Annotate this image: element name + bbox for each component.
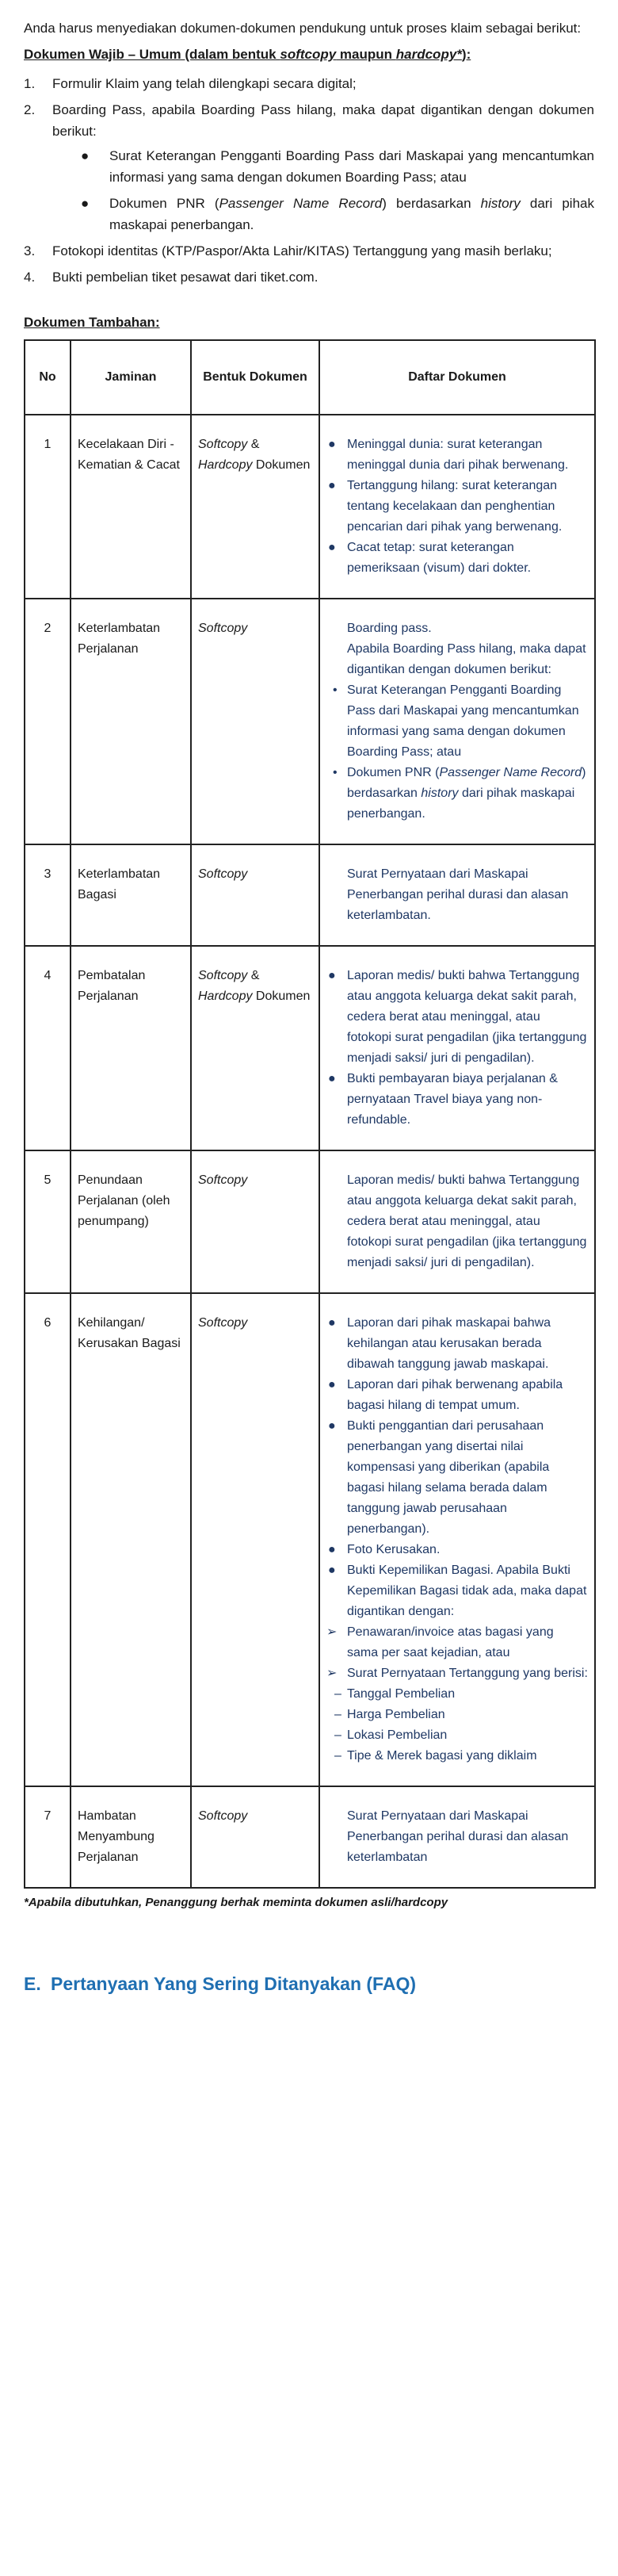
text-part: Dokumen PNR ( <box>109 196 219 211</box>
bullet-icon: ● <box>328 1378 336 1391</box>
item-text: Formulir Klaim yang telah dilengkapi secara digital; <box>52 76 357 91</box>
cell-no: 1 <box>25 415 71 599</box>
format-part: & <box>247 438 260 451</box>
cell-format <box>191 599 319 844</box>
dash-item <box>326 1684 588 1705</box>
item-number: 1. <box>24 76 36 91</box>
table-header-row <box>25 340 595 415</box>
table-row <box>25 1293 595 1786</box>
col-header-no: No <box>25 340 71 415</box>
cell-format <box>191 415 319 599</box>
faq-letter: E. <box>24 1973 41 1994</box>
header-part: maupun <box>336 47 396 62</box>
text-part-italic: Passenger Name Record <box>219 196 383 211</box>
doc-text: Tipe & Merek bagasi yang diklaim <box>347 1749 537 1763</box>
dash-item <box>326 1725 588 1746</box>
item-number: 2. <box>24 102 36 117</box>
cell-docs <box>319 599 595 844</box>
list-item <box>326 1560 588 1622</box>
bullet-icon: ● <box>328 438 336 451</box>
cell-no: 4 <box>25 946 71 1150</box>
table-row <box>25 599 595 844</box>
dash-bullet-icon: – <box>334 1708 341 1721</box>
bullet-icon: ● <box>328 1564 336 1577</box>
arrow-bullet-icon: ➢ <box>326 1625 338 1639</box>
doc-text: Tertanggung hilang: surat keterangan tentang kecelakaan dan penghentian pencarian dari pihak yang berwenang. <box>347 479 563 534</box>
dash-bullet-icon: – <box>334 1687 341 1701</box>
bullet-icon: • <box>333 683 338 697</box>
doc-text: Boarding pass. <box>347 622 432 635</box>
table-row <box>25 1786 595 1888</box>
cell-coverage: Keterlambatan Perjalanan <box>71 599 191 844</box>
text-part-italic: Passenger Name Record <box>439 766 582 779</box>
docs-list <box>326 1313 588 1622</box>
cell-coverage: Pembatalan Perjalanan <box>71 946 191 1150</box>
item-number: 3. <box>24 243 36 258</box>
mandatory-docs-list <box>24 73 594 288</box>
header-part-italic: hardcopy* <box>395 47 462 62</box>
dash-bullet-icon: – <box>334 1728 341 1742</box>
bullet-icon: ● <box>328 479 336 492</box>
col-header-coverage: Jaminan <box>71 340 191 415</box>
dash-item <box>326 1705 588 1725</box>
format-part: & <box>247 969 260 982</box>
bullet-icon: ● <box>328 541 336 554</box>
table-row <box>25 844 595 946</box>
arrow-bullet-icon: ➢ <box>326 1667 338 1680</box>
header-colon: : <box>154 315 160 330</box>
format-part-italic: Softcopy <box>198 1809 248 1823</box>
doc-text: Laporan dari pihak maskapai bahwa kehilangan atau kerusakan berada dibawah tanggung jawab maskapai. <box>347 1316 551 1371</box>
footnote: *Apabila dibutuhkan, Penanggung berhak meminta dokumen asli/hardcopy <box>24 1896 448 1909</box>
arrow-item <box>326 1622 588 1663</box>
header-part: Dokumen Wajib – Umum (dalam bentuk <box>24 47 280 62</box>
col-header-format: Bentuk Dokumen <box>191 340 319 415</box>
doc-text: Tanggal Pembelian <box>347 1687 456 1701</box>
cell-format <box>191 1786 319 1888</box>
mandatory-docs-header <box>24 44 594 65</box>
bullet-icon: • <box>333 766 338 779</box>
doc-text: Laporan medis/ bukti bahwa Tertanggung atau anggota keluarga dekat sakit parah, cedera berat atau meninggal, atau fotokopi surat pengadilan (jika tertanggung menjadi saksi/ juri di pengadilan). <box>347 1173 587 1269</box>
sub-list-item <box>52 193 594 235</box>
bullet-icon: ● <box>328 969 336 982</box>
format-part-italic: Softcopy <box>198 1316 248 1330</box>
bullet-icon: ● <box>328 1072 336 1085</box>
doc-text: Meninggal dunia: surat keterangan meninggal dunia dari pihak berwenang. <box>347 438 569 472</box>
cell-no: 2 <box>25 599 71 844</box>
doc-text: Bukti penggantian dari perusahaan penerbangan yang disertai nilai kompensasi yang diberikan (apabila bagasi hilang selama berada dalam tanggung jawab perusahaan penerbangan). <box>347 1419 550 1536</box>
text-part: ) berdasarkan <box>382 196 481 211</box>
cell-docs <box>319 1786 595 1888</box>
docs-list <box>326 966 588 1131</box>
list-item <box>326 476 588 538</box>
doc-text: Foto Kerusakan. <box>347 1543 441 1556</box>
bullet-icon: ● <box>81 196 90 211</box>
item-number: 4. <box>24 270 36 285</box>
cell-coverage: Kecelakaan Diri - Kematian & Cacat <box>71 415 191 599</box>
cell-docs <box>319 946 595 1150</box>
doc-text: Bukti Kepemilikan Bagasi. Apabila Bukti Kepemilikan Bagasi tidak ada, maka dapat digantikan dengan: <box>347 1564 587 1618</box>
list-item <box>326 1416 588 1540</box>
cell-docs <box>319 844 595 946</box>
doc-text: Bukti pembayaran biaya perjalanan & pernyataan Travel biaya yang non-refundable. <box>347 1072 558 1127</box>
header-part-italic: softcopy <box>280 47 337 62</box>
list-item <box>326 1313 588 1375</box>
format-part: Dokumen <box>252 989 311 1003</box>
list-item <box>24 266 594 288</box>
table-row <box>25 946 595 1150</box>
doc-text: Harga Pembelian <box>347 1708 445 1721</box>
col-header-docs: Daftar Dokumen <box>319 340 595 415</box>
item-text: Boarding Pass, apabila Boarding Pass hilang, maka dapat digantikan dengan dokumen berikut: <box>52 102 594 139</box>
doc-text: Apabila Boarding Pass hilang, maka dapat digantikan dengan dokumen berikut: <box>347 642 586 676</box>
text-part-italic: history <box>421 787 459 800</box>
text-part: dari pihak maskapai penerbangan. <box>109 196 594 232</box>
header-part: ): <box>461 47 471 62</box>
doc-text: Cacat tetap: surat keterangan pemeriksaan (visum) dari dokter. <box>347 541 532 575</box>
format-part-italic: Softcopy <box>198 438 248 451</box>
intro-text: Anda harus menyediakan dokumen-dokumen pendukung untuk proses klaim sebagai berikut: <box>24 21 582 36</box>
doc-text: Surat Pernyataan dari Maskapai Penerbangan perihal durasi dan alasan keterlambatan <box>347 1809 569 1864</box>
bullet-icon: ● <box>328 1316 336 1330</box>
list-item <box>326 1375 588 1416</box>
docs-list <box>326 434 588 579</box>
sub-item-text: Surat Keterangan Pengganti Boarding Pass dari Maskapai yang mencantumkan informasi yang sama dengan dokumen Boarding Pass; atau <box>109 148 594 185</box>
cell-docs <box>319 1150 595 1293</box>
cell-docs <box>319 1293 595 1786</box>
doc-text: Surat Pernyataan dari Maskapai Penerbangan perihal durasi dan alasan keterlambatan. <box>347 867 569 922</box>
sub-list-item <box>52 145 594 188</box>
arrow-item <box>326 1663 588 1684</box>
table-row <box>25 415 595 599</box>
doc-text: Surat Pernyataan Tertanggung yang berisi: <box>347 1667 588 1680</box>
docs-list <box>326 680 588 825</box>
list-item <box>326 763 588 825</box>
faq-heading <box>24 1972 594 1996</box>
format-part-italic: Softcopy <box>198 622 248 635</box>
item-text: Fotokopi identitas (KTP/Paspor/Akta Lahir/KITAS) Tertanggung yang masih berlaku; <box>52 243 552 258</box>
dash-bullet-icon: – <box>334 1749 341 1763</box>
cell-coverage: Penundaan Perjalanan (oleh penumpang) <box>71 1150 191 1293</box>
bullet-icon: ● <box>81 148 90 163</box>
format-part: Dokumen <box>252 458 311 472</box>
cell-docs <box>319 415 595 599</box>
list-item <box>326 1540 588 1560</box>
bullet-icon: ● <box>328 1419 336 1433</box>
additional-docs-header <box>24 312 594 333</box>
cell-no: 7 <box>25 1786 71 1888</box>
cell-no: 5 <box>25 1150 71 1293</box>
bullet-icon: ● <box>328 1543 336 1556</box>
header-text: Dokumen Tambahan <box>24 315 155 330</box>
doc-text: Surat Keterangan Pengganti Boarding Pass dari Maskapai yang mencantumkan informasi yang sama dengan dokumen Boarding Pass; atau <box>347 683 579 759</box>
dash-item <box>326 1746 588 1766</box>
faq-title: Pertanyaan Yang Sering Ditanyakan (FAQ) <box>51 1973 416 1994</box>
text-part-italic: history <box>480 196 521 211</box>
cell-format <box>191 1293 319 1786</box>
format-part-italic: Hardcopy <box>198 989 253 1003</box>
list-item <box>24 99 594 235</box>
format-part-italic: Softcopy <box>198 867 248 881</box>
cell-format <box>191 1150 319 1293</box>
list-item <box>24 240 594 262</box>
cell-format <box>191 844 319 946</box>
list-item <box>326 1069 588 1131</box>
doc-text: Laporan dari pihak berwenang apabila bagasi hilang di tempat umum. <box>347 1378 563 1412</box>
format-part-italic: Hardcopy <box>198 458 253 472</box>
cell-coverage: Hambatan Menyambung Perjalanan <box>71 1786 191 1888</box>
sub-list <box>52 145 594 235</box>
additional-docs-table <box>24 339 596 1889</box>
doc-text: Lokasi Pembelian <box>347 1728 448 1742</box>
item-text: Bukti pembelian tiket pesawat dari tiket.com. <box>52 270 319 285</box>
list-item <box>326 434 588 476</box>
list-item <box>326 538 588 579</box>
doc-text: Laporan medis/ bukti bahwa Tertanggung atau anggota keluarga dekat sakit parah, cedera berat atau meninggal, atau fotokopi surat pengadilan (jika tertanggung menjadi saksi/ juri di pengadilan). <box>347 969 587 1065</box>
cell-coverage: Kehilangan/ Kerusakan Bagasi <box>71 1293 191 1786</box>
format-part-italic: Softcopy <box>198 1173 248 1187</box>
cell-format <box>191 946 319 1150</box>
format-part-italic: Softcopy <box>198 969 248 982</box>
doc-text: Penawaran/invoice atas bagasi yang sama per saat kejadian, atau <box>347 1625 554 1659</box>
list-item <box>326 966 588 1069</box>
text-part: ) berdasarkan <box>347 766 586 800</box>
table-row <box>25 1150 595 1293</box>
text-part: dari pihak maskapai penerbangan. <box>347 787 575 821</box>
cell-coverage: Keterlambatan Bagasi <box>71 844 191 946</box>
text-part: Dokumen PNR ( <box>347 766 440 779</box>
list-item <box>24 73 594 94</box>
list-item <box>326 680 588 763</box>
cell-no: 3 <box>25 844 71 946</box>
cell-no: 6 <box>25 1293 71 1786</box>
